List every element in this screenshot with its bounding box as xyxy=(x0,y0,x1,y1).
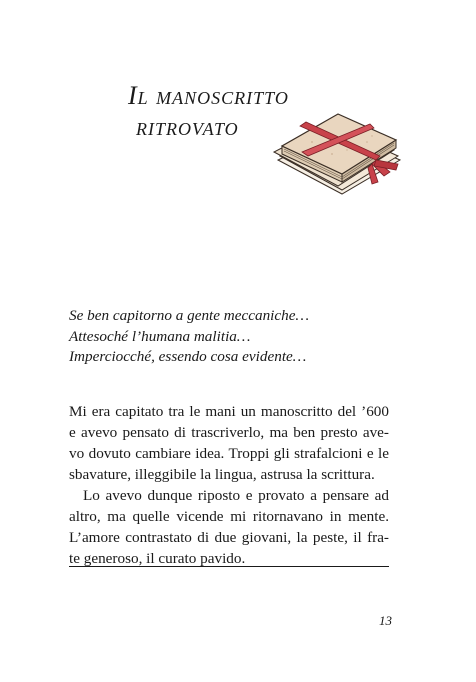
body-line: te generoso, il curato pavido. xyxy=(69,550,246,567)
body-line: Mi era capitato tra le mani un manoscritto del ’600 xyxy=(69,403,389,420)
page-number: 13 xyxy=(379,613,392,628)
body-line: Lo avevo dunque riposto e provato a pensare ad xyxy=(83,487,389,504)
epigraph-line: Se ben capitorno a gente meccaniche… xyxy=(69,307,309,324)
epigraph-line: Attesoché l’humana malitia… xyxy=(69,327,251,345)
manuscript-bundle-icon xyxy=(272,102,404,202)
body-line: L’amore contrastato di due giovani, la peste, il fra- xyxy=(69,529,389,546)
body-text xyxy=(69,401,389,569)
epigraph xyxy=(69,306,399,368)
body-line: altro, ma quelle vicende mi ritornavano in mente. xyxy=(69,508,389,525)
epigraph-line: Imperciocché, essendo cosa evidente… xyxy=(69,348,307,365)
chapter-title-line-2: ritrovato xyxy=(136,112,239,141)
body-line: vo dovuto cambiare idea. Troppi gli strafalcioni e le xyxy=(69,445,389,462)
chapter-title-line-1: Il manoscritto xyxy=(128,81,289,110)
section-divider xyxy=(69,566,389,567)
body-line: sbavature, illeggibile la lingua, astrusa la scrittura. xyxy=(69,466,375,483)
body-line: e avevo pensato di trascriverlo, ma ben presto ave- xyxy=(69,424,389,441)
